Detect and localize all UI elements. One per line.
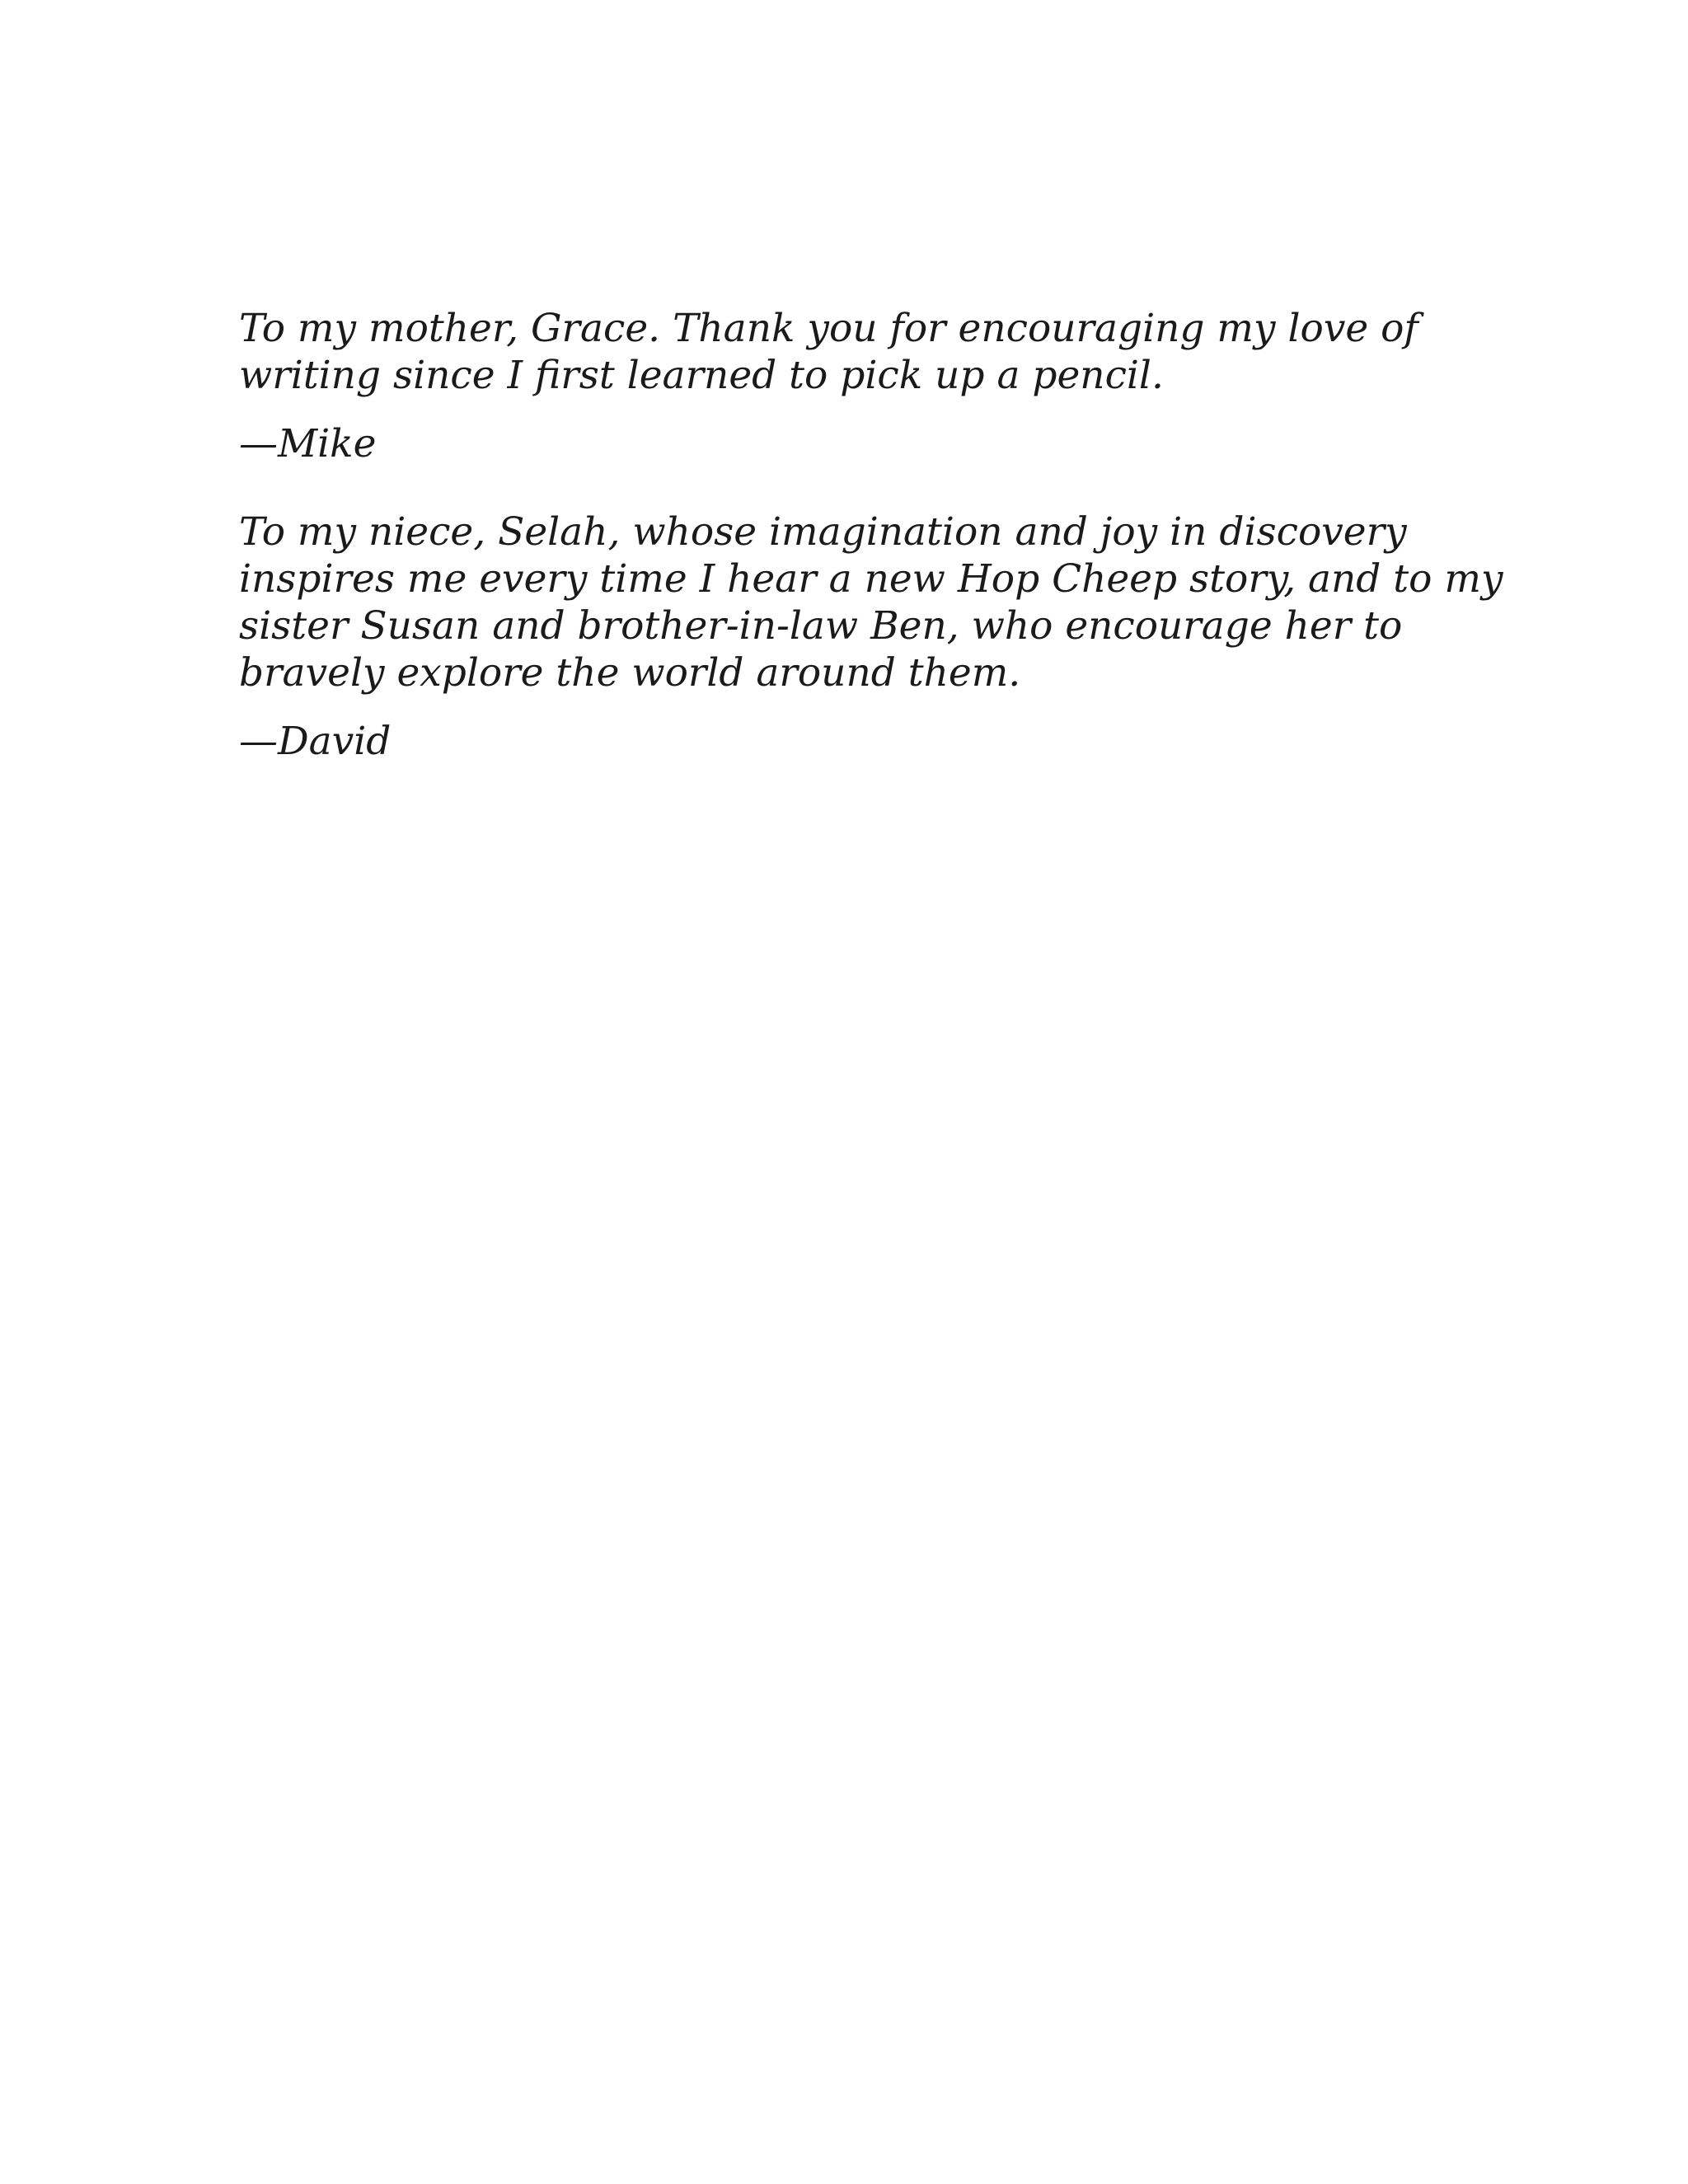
dedication-line: sister Susan and brother-in-law Ben, who encourage her to bbox=[239, 603, 1403, 649]
dedication-line: To my mother, Grace. Thank you for encouraging my love of bbox=[239, 306, 1418, 351]
dedication-block-david bbox=[239, 509, 1503, 765]
dedication-paragraph bbox=[239, 509, 1503, 696]
dedication-line: writing since I first learned to pick up a pencil. bbox=[239, 353, 1164, 398]
signature: —David bbox=[239, 719, 392, 764]
dedication-line: To my niece, Selah, whose imagination and joy in discovery bbox=[239, 509, 1407, 555]
dedication-block-mike bbox=[239, 305, 1475, 467]
signature: —Mike bbox=[239, 421, 377, 466]
dedication-paragraph bbox=[239, 305, 1475, 399]
dedication-line: bravely explore the world around them. bbox=[239, 650, 1021, 696]
dedication-section bbox=[239, 305, 1503, 765]
dedication-line: inspires me every time I hear a new Hop Cheep story, and to my bbox=[239, 556, 1503, 602]
